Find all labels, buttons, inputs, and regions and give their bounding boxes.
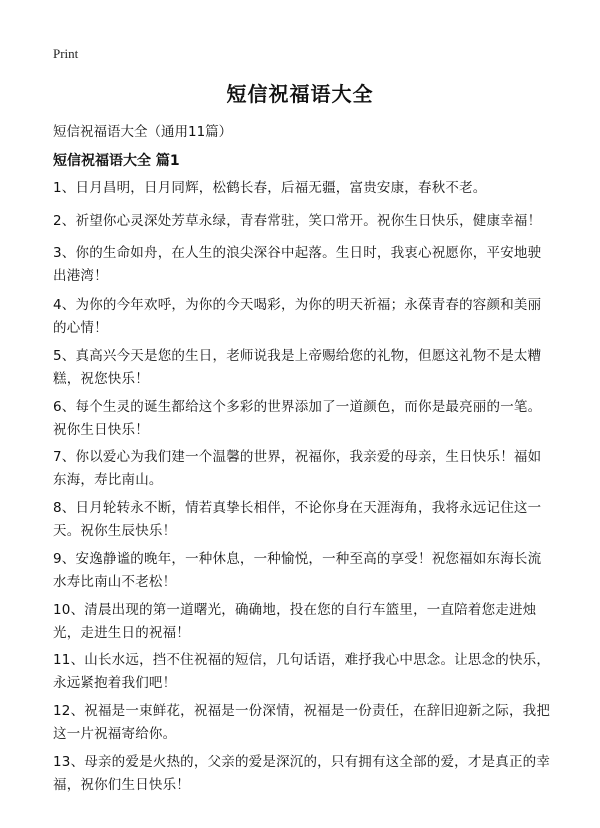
document-title: 短信祝福语大全 [226,82,374,106]
list-item: 9、安逸静谧的晚年，一种休息，一种愉悦，一种至高的享受！祝您福如东海长流水寿比南山不老松！ [53,551,542,590]
list-item: 10、清晨出现的第一道曙光，确确地，投在您的自行车篮里，一直陪着您走进烛光，走进生日的祝福！ [53,602,537,641]
print-link[interactable]: Print [53,46,79,61]
list-item: 13、母亲的爱是火热的，父亲的爱是深沉的，只有拥有这全部的爱，才是真正的幸福，祝你们生日快乐！ [53,754,551,793]
list-item: 5、真高兴今天是您的生日，老师说我是上帝赐给您的礼物，但愿这礼物不是太糟糕，祝您快乐！ [53,348,542,387]
list-item: 1、日月昌明，日月同辉，松鹤长春，后福无疆，富贵安康，春秋不老。 [53,180,487,196]
list-item: 4、为你的今年欢呼，为你的今天喝彩，为你的明天祈福；永葆青春的容颜和美丽的心情！ [53,297,542,336]
list-item: 8、日月轮转永不断，情若真挚长相伴，不论你身在天涯海角，我将永远记住这一天。祝你生辰快乐！ [53,500,542,539]
document-subtitle: 短信祝福语大全（通用11篇） [53,124,233,140]
list-item: 7、你以爱心为我们建一个温馨的世界，祝福你，我亲爱的母亲，生日快乐！福如东海，寿比南山。 [53,449,542,488]
section-heading: 短信祝福语大全 篇1 [53,153,180,169]
list-item: 3、你的生命如舟，在人生的浪尖深谷中起落。生日时，我衷心祝愿你，平安地驶出港湾！ [53,245,542,284]
list-item: 11、山长水远，挡不住祝福的短信，几句话语，难抒我心中思念。让思念的快乐，永远紧抱着我们吧！ [53,652,551,691]
list-item: 12、祝福是一束鲜花，祝福是一份深情，祝福是一份责任，在辞旧迎新之际，我把这一片祝福寄给你。 [53,703,551,742]
list-item: 2、祈望你心灵深处芳草永绿，青春常驻，笑口常开。祝你生日快乐，健康幸福！ [53,213,542,229]
list-item: 6、每个生灵的诞生都给这个多彩的世界添加了一道颜色，而你是最亮丽的一笔。祝你生日快乐！ [53,399,542,438]
